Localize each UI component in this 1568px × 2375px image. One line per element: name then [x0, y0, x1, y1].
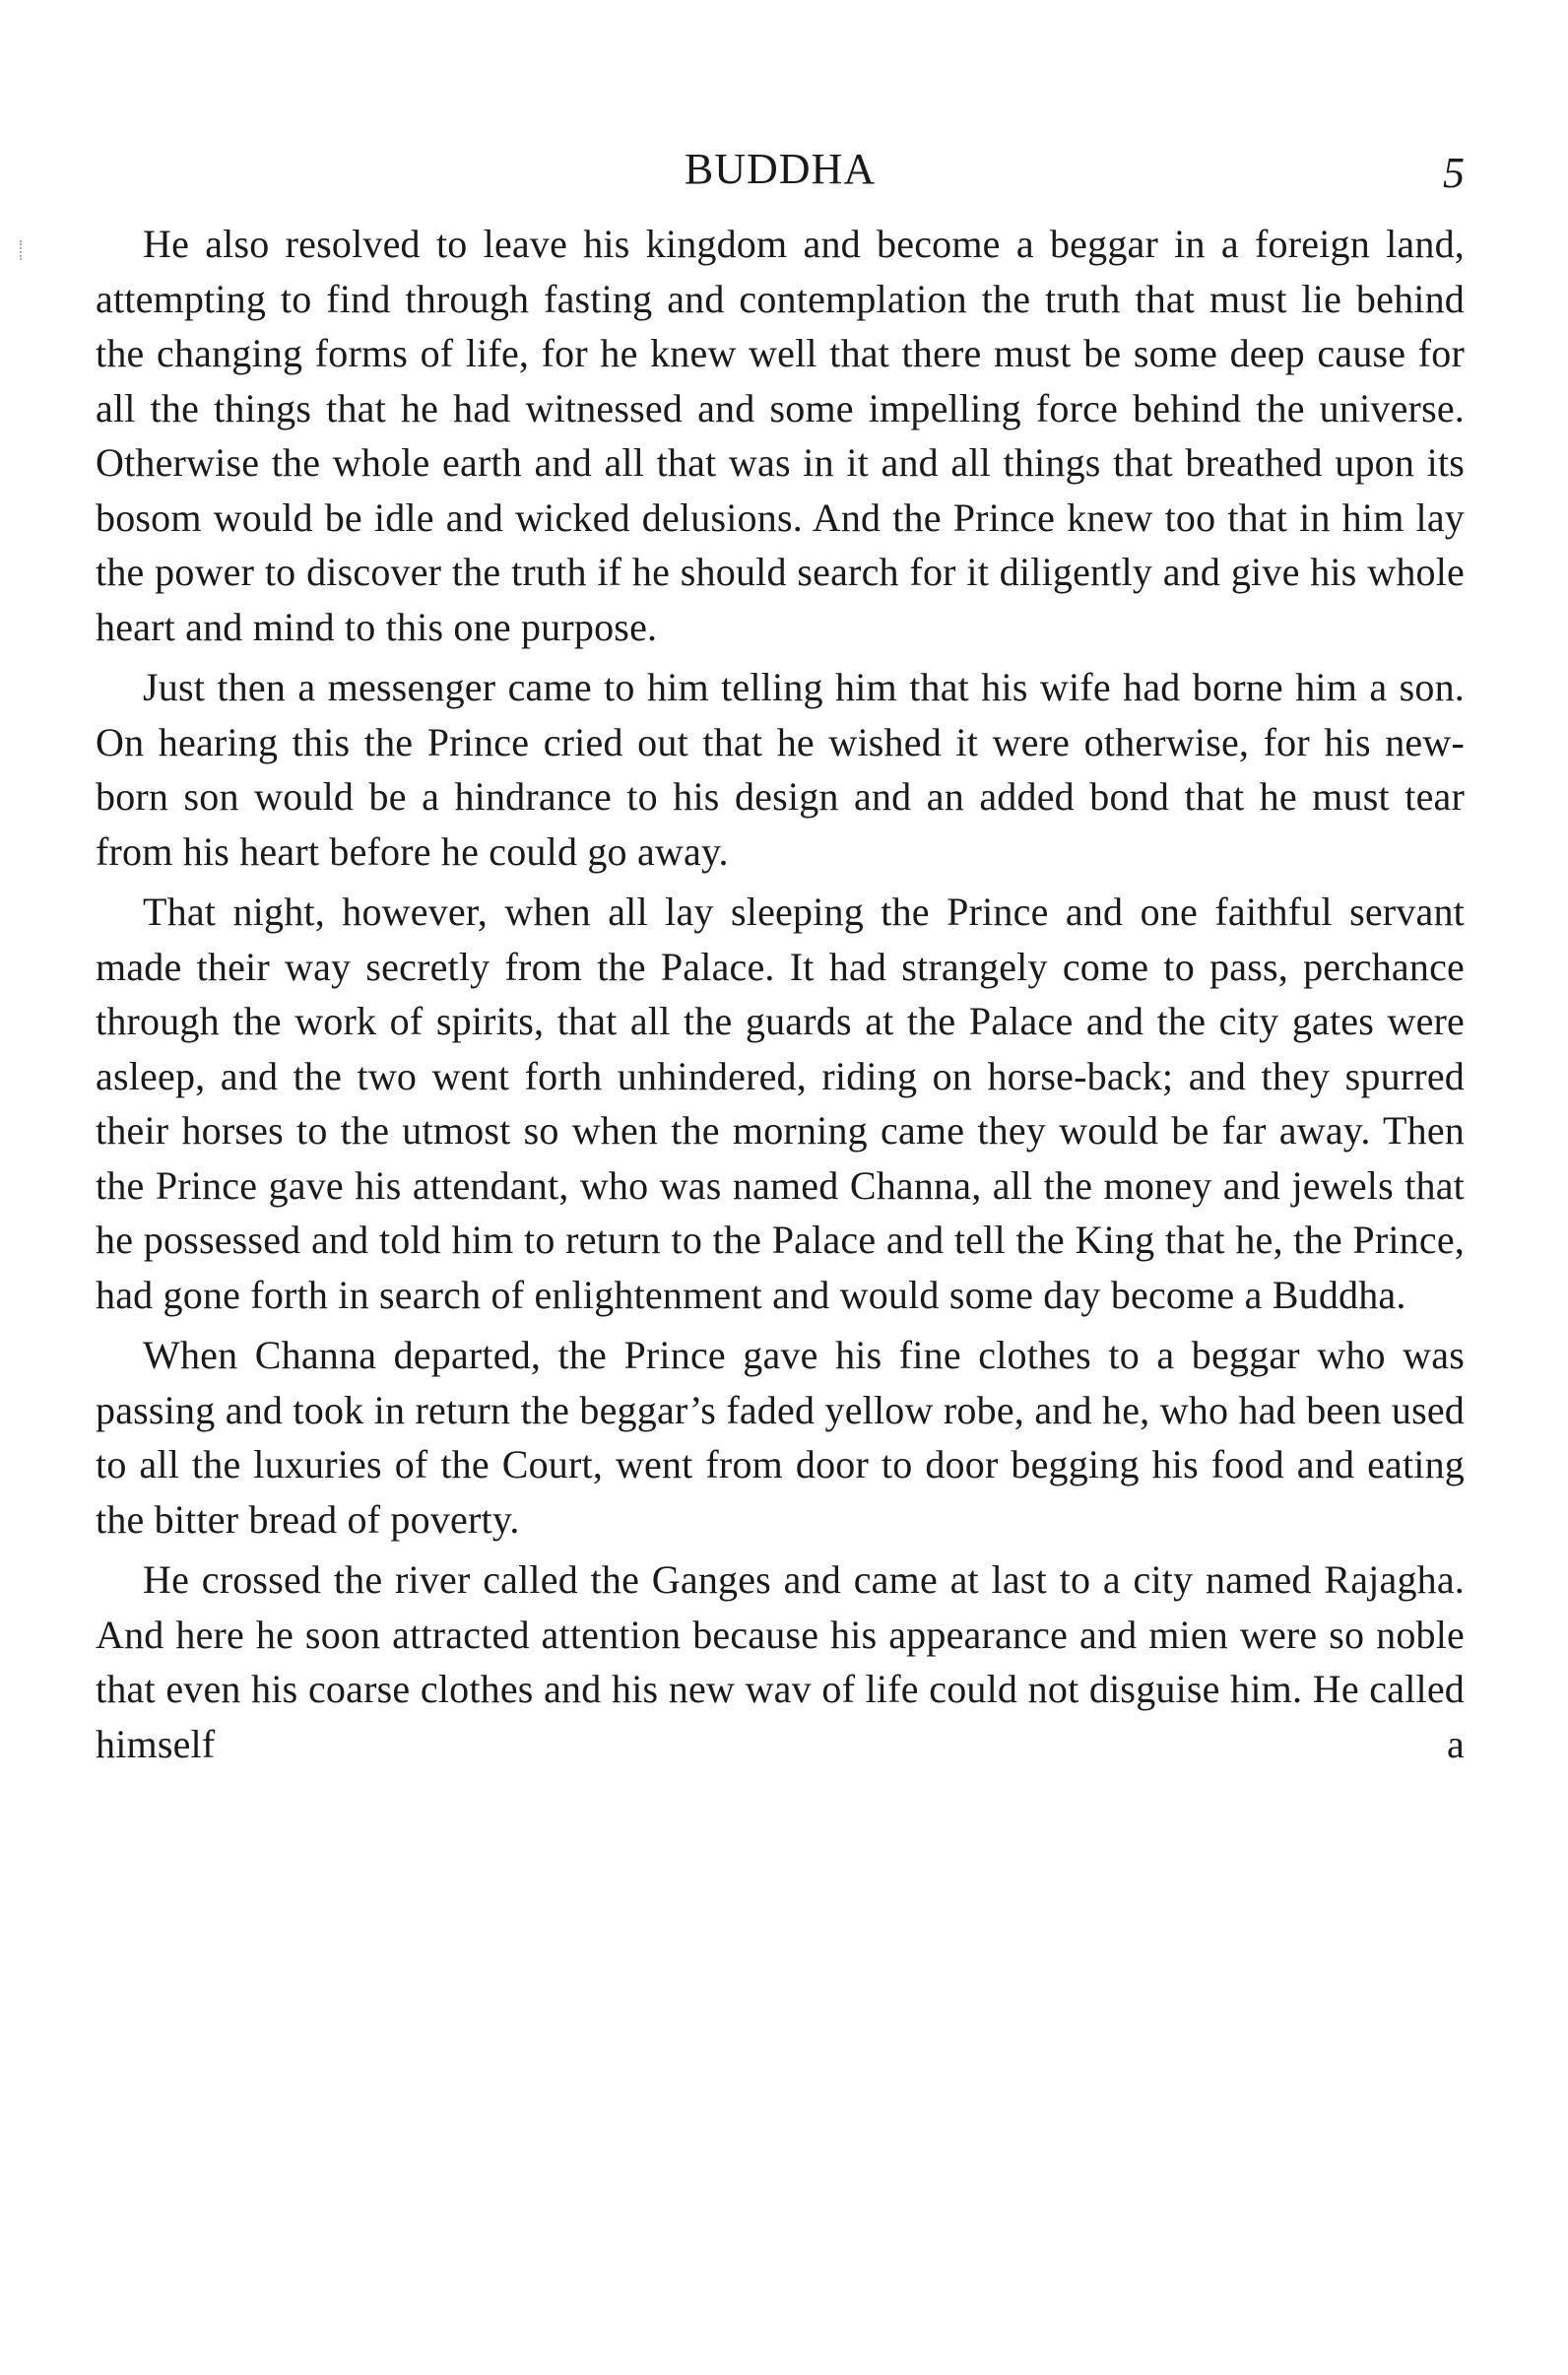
page-header	[96, 145, 1465, 209]
body-text	[96, 217, 1465, 1771]
margin-speck	[20, 240, 32, 260]
paragraph: That night, however, when all lay sleeping the Prince and one faithful servant made their way secretly from the Palace. It had strangely come to pass, perchance through the work of spirits, that all the guards at the Palace and the city gates were asleep, and the two went forth unhindered, riding on horse-back; and they spurred their horses to the utmost so when the morning came they would be far away. Then the Prince gave his attendant, who was named Channa, all the money and jewels that he possessed and told him to return to the Palace and tell the King that he, the Prince, had gone forth in search of enlightenment and would some day become a Buddha.	[96, 890, 1465, 1317]
paragraph: Just then a messenger came to him telling him that his wife had borne him a son. On hearing this the Prince cried out that he wished it were otherwise, for his new-born son would be a hindrance to his design and an added bond that he must tear from his heart before he could go away.	[96, 665, 1465, 874]
book-page	[96, 145, 1465, 1777]
paragraph: He also resolved to leave his kingdom and become a beggar in a foreign land, attempting to find through fasting and contemplation the truth that must lie behind the changing forms of life, for he knew well that there must be some deep cause for all the things that he had witnessed and some impelling force behind the universe. Otherwise the whole earth and all that was in it and all things that breathed upon its bosom would be idle and wicked delusions. And the Prince knew too that in him lay the power to discover the truth if he should search for it diligently and give his whole heart and mind to this one purpose.	[96, 222, 1465, 649]
running-head: BUDDHA	[684, 145, 877, 193]
page-number: 5	[1443, 149, 1465, 197]
paragraph: He crossed the river called the Ganges and came at last to a city named Rajagha. And here he soon attracted attention because his appearance and mien were so noble that even his coarse clothes and his new wav of life could not disguise him. He called himself a	[96, 1557, 1465, 1766]
paragraph: When Channa departed, the Prince gave his fine clothes to a beggar who was passing and took in return the beggar’s faded yellow robe, and he, who had been used to all the luxuries of the Court, went from door to door begging his food and eating the bitter bread of poverty.	[96, 1333, 1465, 1542]
